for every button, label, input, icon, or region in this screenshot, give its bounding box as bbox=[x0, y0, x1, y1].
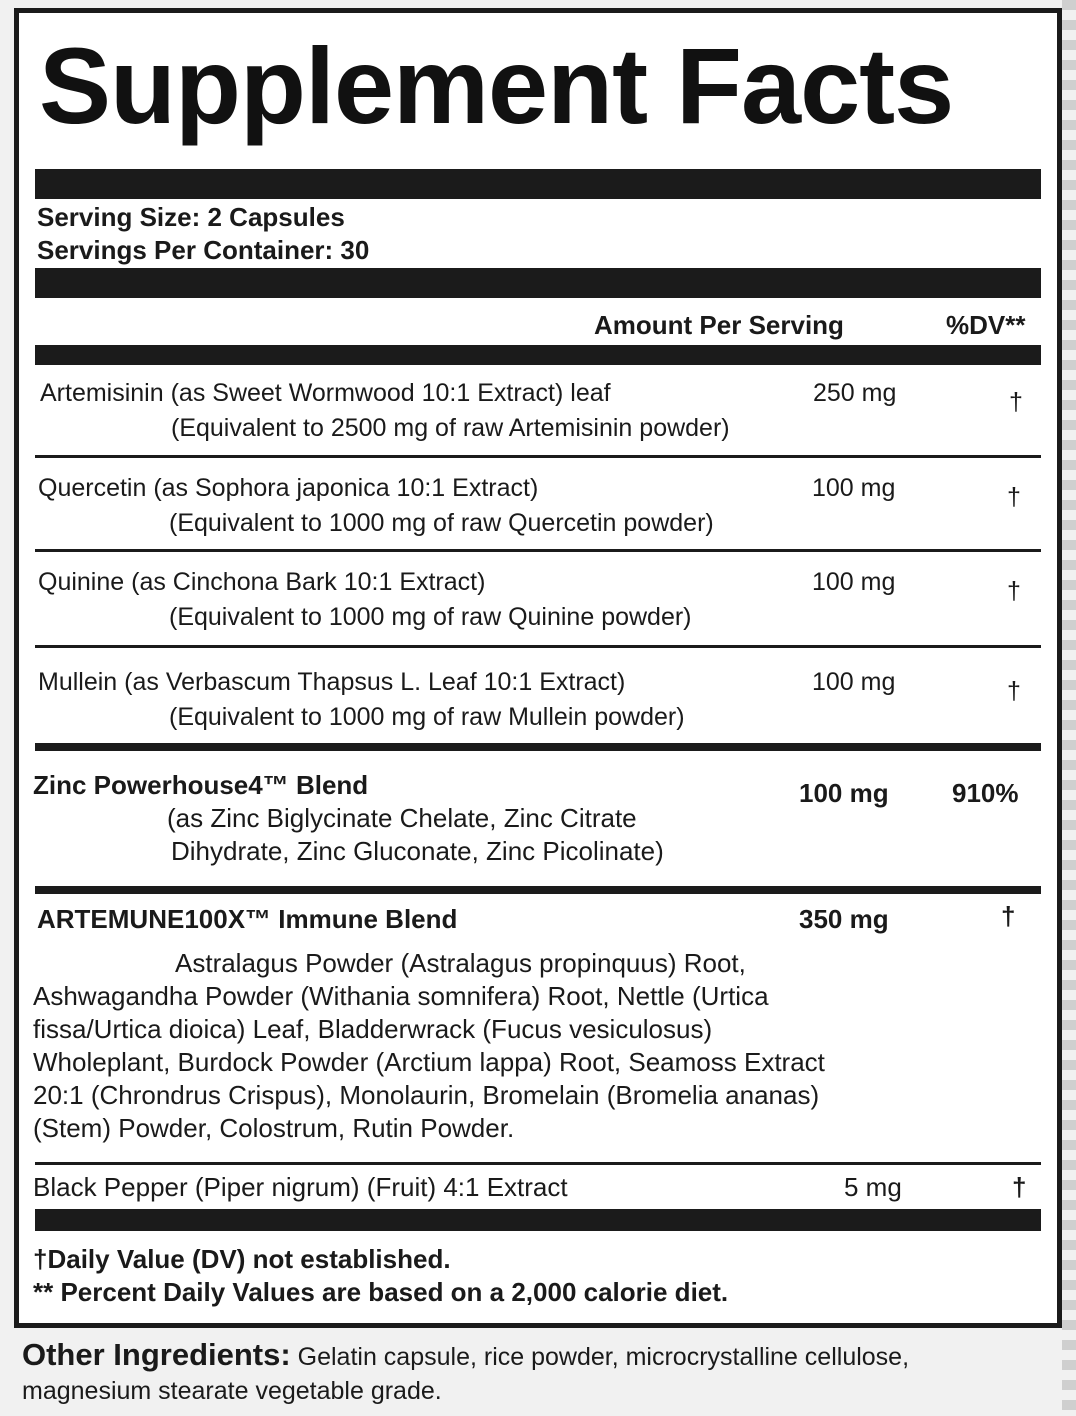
divider-thin bbox=[35, 549, 1041, 552]
immune-blend-ingredients: fissa/Urtica dioica) Leaf, Bladderwrack (Fucus vesiculosus) bbox=[33, 1014, 713, 1044]
ingredient-name: Quercetin (as Sophora japonica 10:1 Extract) bbox=[38, 474, 539, 502]
servings-per-container: Servings Per Container: 30 bbox=[37, 235, 370, 265]
dagger-symbol: † bbox=[1007, 577, 1021, 605]
zinc-blend-detail: Dihydrate, Zinc Gluconate, Zinc Picolinate) bbox=[171, 836, 664, 866]
divider-thin bbox=[35, 1162, 1041, 1165]
black-pepper-name: Black Pepper (Piper nigrum) (Fruit) 4:1 Extract bbox=[33, 1172, 568, 1202]
divider-thick bbox=[35, 169, 1041, 199]
dagger-symbol: † bbox=[1007, 483, 1021, 511]
divider-thick bbox=[35, 268, 1041, 298]
zinc-blend-amount: 100 mg bbox=[799, 778, 889, 808]
ingredient-name: Mullein (as Verbascum Thapsus L. Leaf 10:1 Extract) bbox=[38, 668, 626, 696]
zinc-blend-name: Zinc Powerhouse4™ Blend bbox=[33, 770, 369, 800]
immune-blend-ingredients: Astralagus Powder (Astralagus propinquus) Root, bbox=[175, 948, 746, 978]
immune-blend-amount: 350 mg bbox=[799, 904, 889, 934]
ingredient-name: Quinine (as Cinchona Bark 10:1 Extract) bbox=[38, 568, 486, 596]
immune-blend-ingredients: Ashwagandha Powder (Withania somnifera) Root, Nettle (Urtica bbox=[33, 981, 769, 1011]
dagger-symbol: † bbox=[1012, 1172, 1027, 1202]
serving-size: Serving Size: 2 Capsules bbox=[37, 202, 345, 232]
divider-medium bbox=[35, 886, 1041, 894]
other-ingredients-label: Other Ingredients: bbox=[22, 1337, 291, 1372]
amount-header: Amount Per Serving bbox=[594, 310, 844, 340]
divider-thick bbox=[35, 1209, 1041, 1231]
dagger-symbol: † bbox=[1001, 901, 1016, 931]
percent-footnote: ** Percent Daily Values are based on a 2,000 calorie diet. bbox=[33, 1277, 729, 1307]
immune-blend-name: ARTEMUNE100X™ Immune Blend bbox=[37, 904, 458, 934]
ingredient-equivalent: (Equivalent to 1000 mg of raw Quercetin powder) bbox=[169, 509, 714, 537]
black-pepper-amount: 5 mg bbox=[844, 1172, 902, 1202]
ingredient-amount: 100 mg bbox=[812, 668, 896, 696]
dv-footnote: †Daily Value (DV) not established. bbox=[33, 1244, 451, 1274]
supplement-facts-panel bbox=[14, 8, 1062, 1328]
ingredient-equivalent: (Equivalent to 1000 mg of raw Quinine powder) bbox=[169, 603, 692, 631]
divider-thin bbox=[35, 645, 1041, 648]
dagger-symbol: † bbox=[1009, 388, 1023, 416]
divider-thin bbox=[35, 455, 1041, 458]
immune-blend-ingredients: Wholeplant, Burdock Powder (Arctium lappa) Root, Seamoss Extract bbox=[33, 1047, 825, 1077]
immune-blend-ingredients: 20:1 (Chrondrus Crispus), Monolaurin, Bromelain (Bromelia ananas) bbox=[33, 1080, 820, 1110]
ingredient-equivalent: (Equivalent to 2500 mg of raw Artemisinin powder) bbox=[171, 414, 730, 442]
dv-header: %DV** bbox=[946, 310, 1026, 340]
dagger-symbol: † bbox=[1007, 677, 1021, 705]
divider-medium bbox=[35, 743, 1041, 751]
ingredient-amount: 100 mg bbox=[812, 474, 896, 502]
ingredient-name: Artemisinin (as Sweet Wormwood 10:1 Extract) leaf bbox=[40, 379, 611, 407]
zinc-blend-detail: (as Zinc Biglycinate Chelate, Zinc Citrate bbox=[167, 803, 637, 833]
divider-medium bbox=[35, 345, 1041, 365]
zinc-blend-dv: 910% bbox=[952, 778, 1019, 808]
immune-blend-ingredients: (Stem) Powder, Colostrum, Rutin Powder. bbox=[33, 1113, 515, 1143]
background-edge-pattern bbox=[1062, 0, 1076, 1416]
ingredient-amount: 100 mg bbox=[812, 568, 896, 596]
panel-title: Supplement Facts bbox=[39, 25, 954, 146]
other-ingredients bbox=[22, 1338, 1022, 1408]
ingredient-equivalent: (Equivalent to 1000 mg of raw Mullein powder) bbox=[169, 703, 685, 731]
other-ingredients-text: Gelatin capsule, rice powder, microcrystalline cellulose, magnesium stearate vegetable grade. bbox=[22, 1343, 910, 1405]
ingredient-amount: 250 mg bbox=[813, 379, 897, 407]
